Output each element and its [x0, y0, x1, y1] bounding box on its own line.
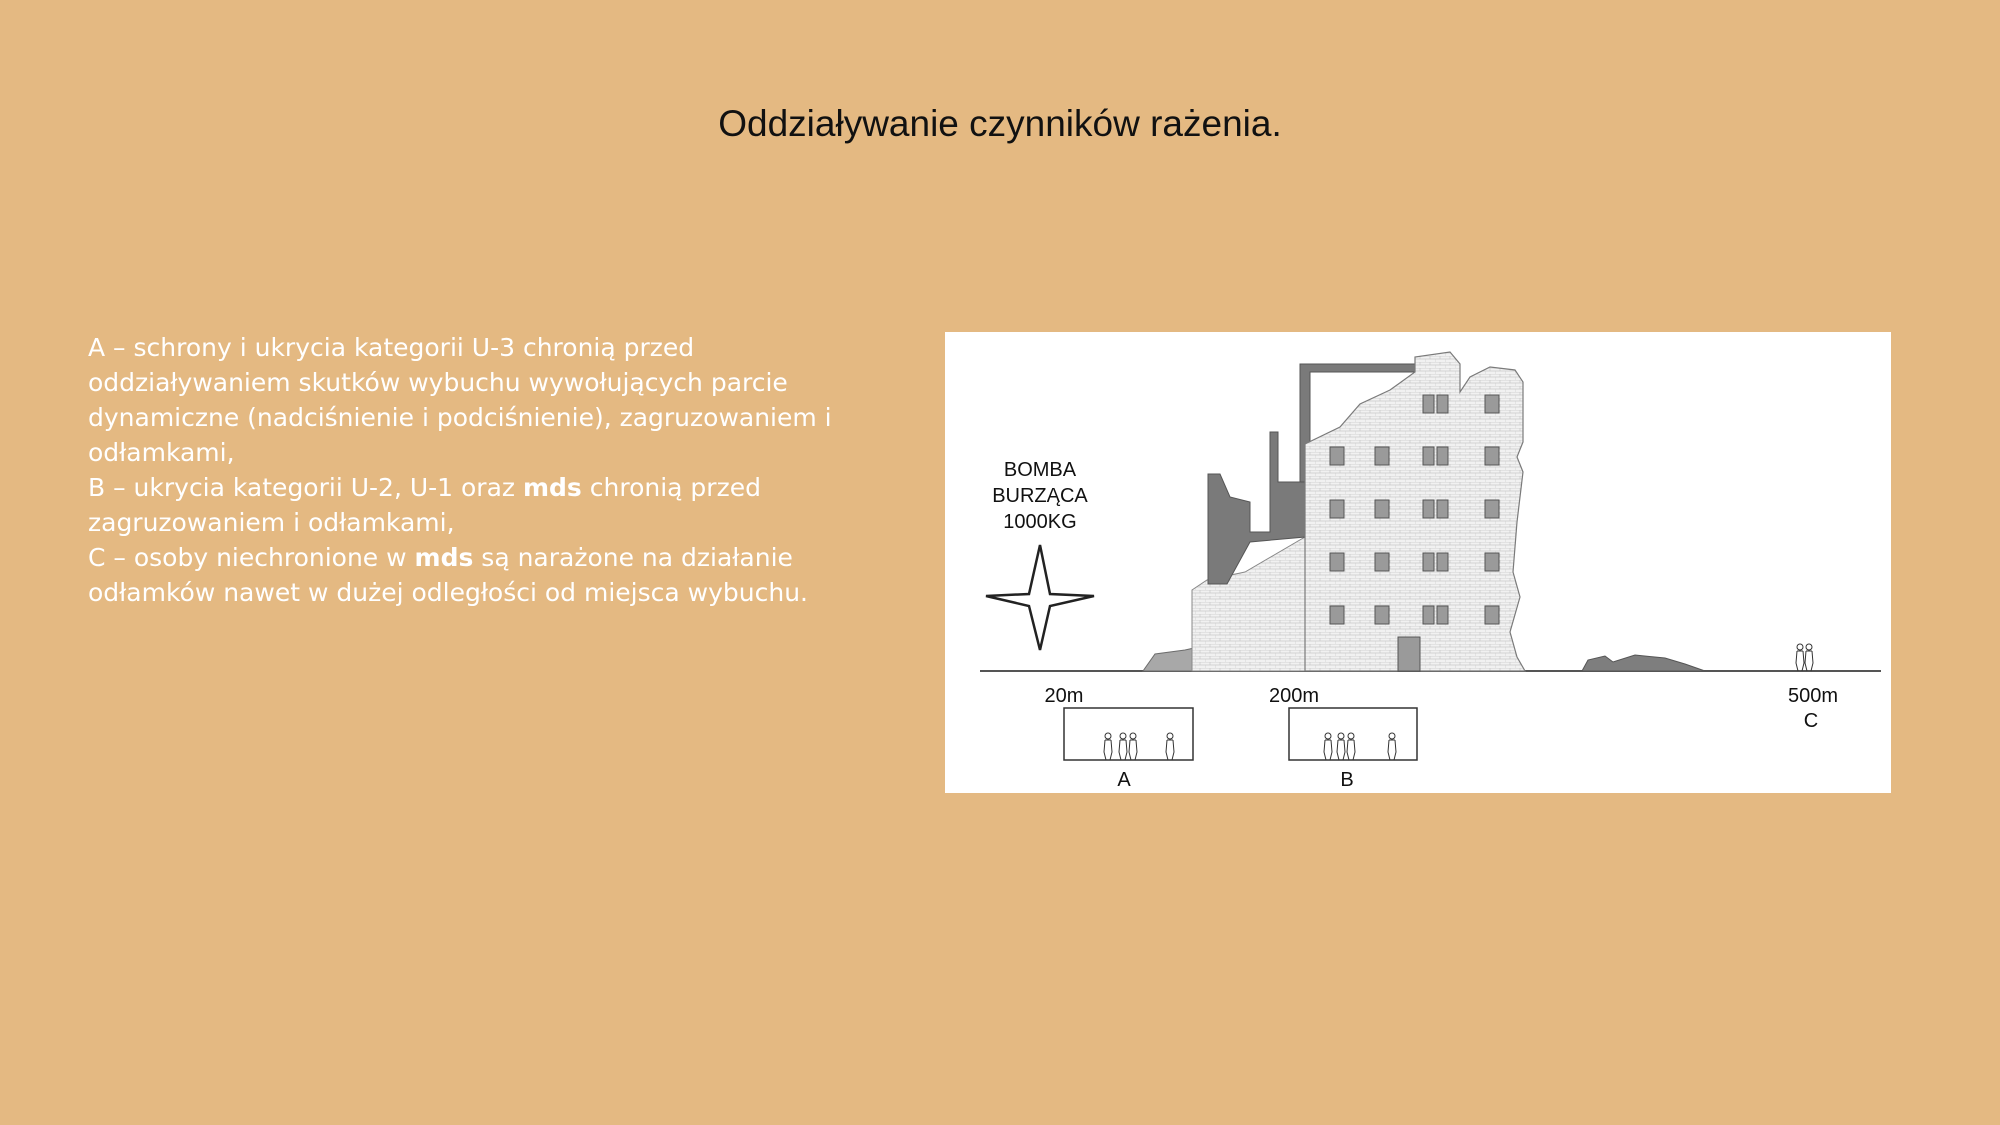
shelter-a — [1064, 708, 1193, 760]
distant-debris — [1582, 655, 1705, 671]
distance-label-20m: 20m — [1044, 685, 1084, 707]
bomb-label-line-3: 1000KG — [1003, 511, 1077, 533]
zone-label-c: C — [1803, 710, 1819, 732]
zone-label-b: B — [1340, 769, 1354, 791]
slide-title: Oddziaływanie czynników rażenia. — [718, 103, 1282, 144]
paragraph-a: A – schrony i ukrycia kategorii U-3 chronią przed oddziaływaniem skutków wybuchu wywołujących parcie dynamiczne (nadciśnienie i podciśnienie), zagruzowaniem i odłamkami, — [88, 333, 832, 467]
paragraph-b: B – ukrycia kategorii U-2, U-1 oraz mds chronią przed zagruzowaniem i odłamkami, — [88, 473, 761, 537]
explosion-star-icon — [986, 545, 1094, 650]
bomb-label-line-1: BOMBA — [1003, 459, 1077, 481]
explosion-diagram-svg — [945, 332, 1891, 793]
paragraph-c: C – osoby niechronione w mds są narażone na działanie odłamków nawet w dużej odległości od miejsca wybuchu. — [88, 543, 808, 607]
bomb-label — [992, 459, 1088, 533]
explosion-diagram — [945, 332, 1891, 793]
description-text — [88, 330, 888, 610]
distance-label-200m: 200m — [1268, 685, 1320, 707]
bomb-label-line-2: BURZĄCA — [992, 485, 1088, 507]
zone-label-a: A — [1117, 769, 1131, 791]
unprotected-people — [1796, 644, 1813, 671]
distance-label-500m: 500m — [1787, 685, 1839, 707]
shelter-b — [1289, 708, 1417, 760]
